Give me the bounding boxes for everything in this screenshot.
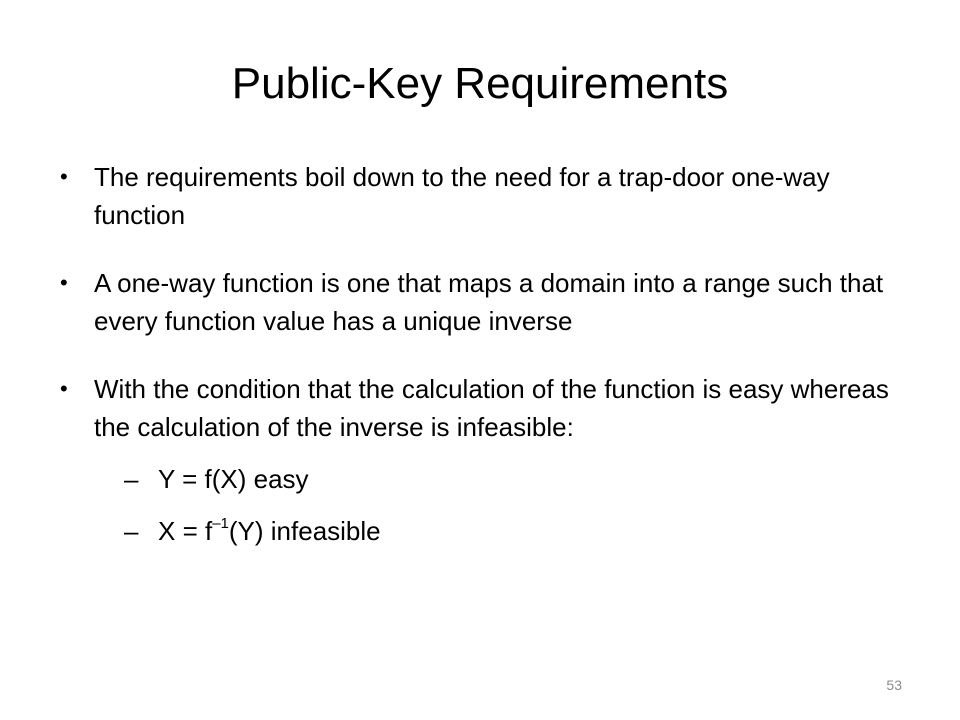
sub-bullet-text-prefix: X = f [158,516,213,546]
bullet-item [58,370,908,550]
dash-icon: – [124,516,139,546]
sub-bullet-text: Y = f(X) easy [158,464,309,494]
dash-icon: – [124,464,139,494]
bullet-list [58,158,908,550]
page-number: 53 [886,677,902,693]
bullet-item [58,264,908,340]
bullet-dot-icon: • [60,164,68,189]
inverse-superscript: –1 [212,515,229,533]
bullet-item [58,158,908,234]
sub-bullet-text-suffix: (Y) infeasible [228,516,381,546]
bullet-text: The requirements boil down to the need for a trap-door one-way function [94,162,830,230]
bullet-text: A one-way function is one that maps a domain into a range such that every function value has a unique inverse [94,268,884,336]
bullet-text: With the condition that the calculation of the function is easy whereas the calculation of the inverse is infeasible: [94,374,889,442]
sub-bullet-list [94,460,908,550]
bullet-dot-icon: • [60,376,68,401]
sub-bullet-item [124,460,908,498]
slide-title: Public-Key Requirements [231,59,729,108]
bullet-dot-icon: • [60,270,68,295]
sub-bullet-item [124,512,908,550]
